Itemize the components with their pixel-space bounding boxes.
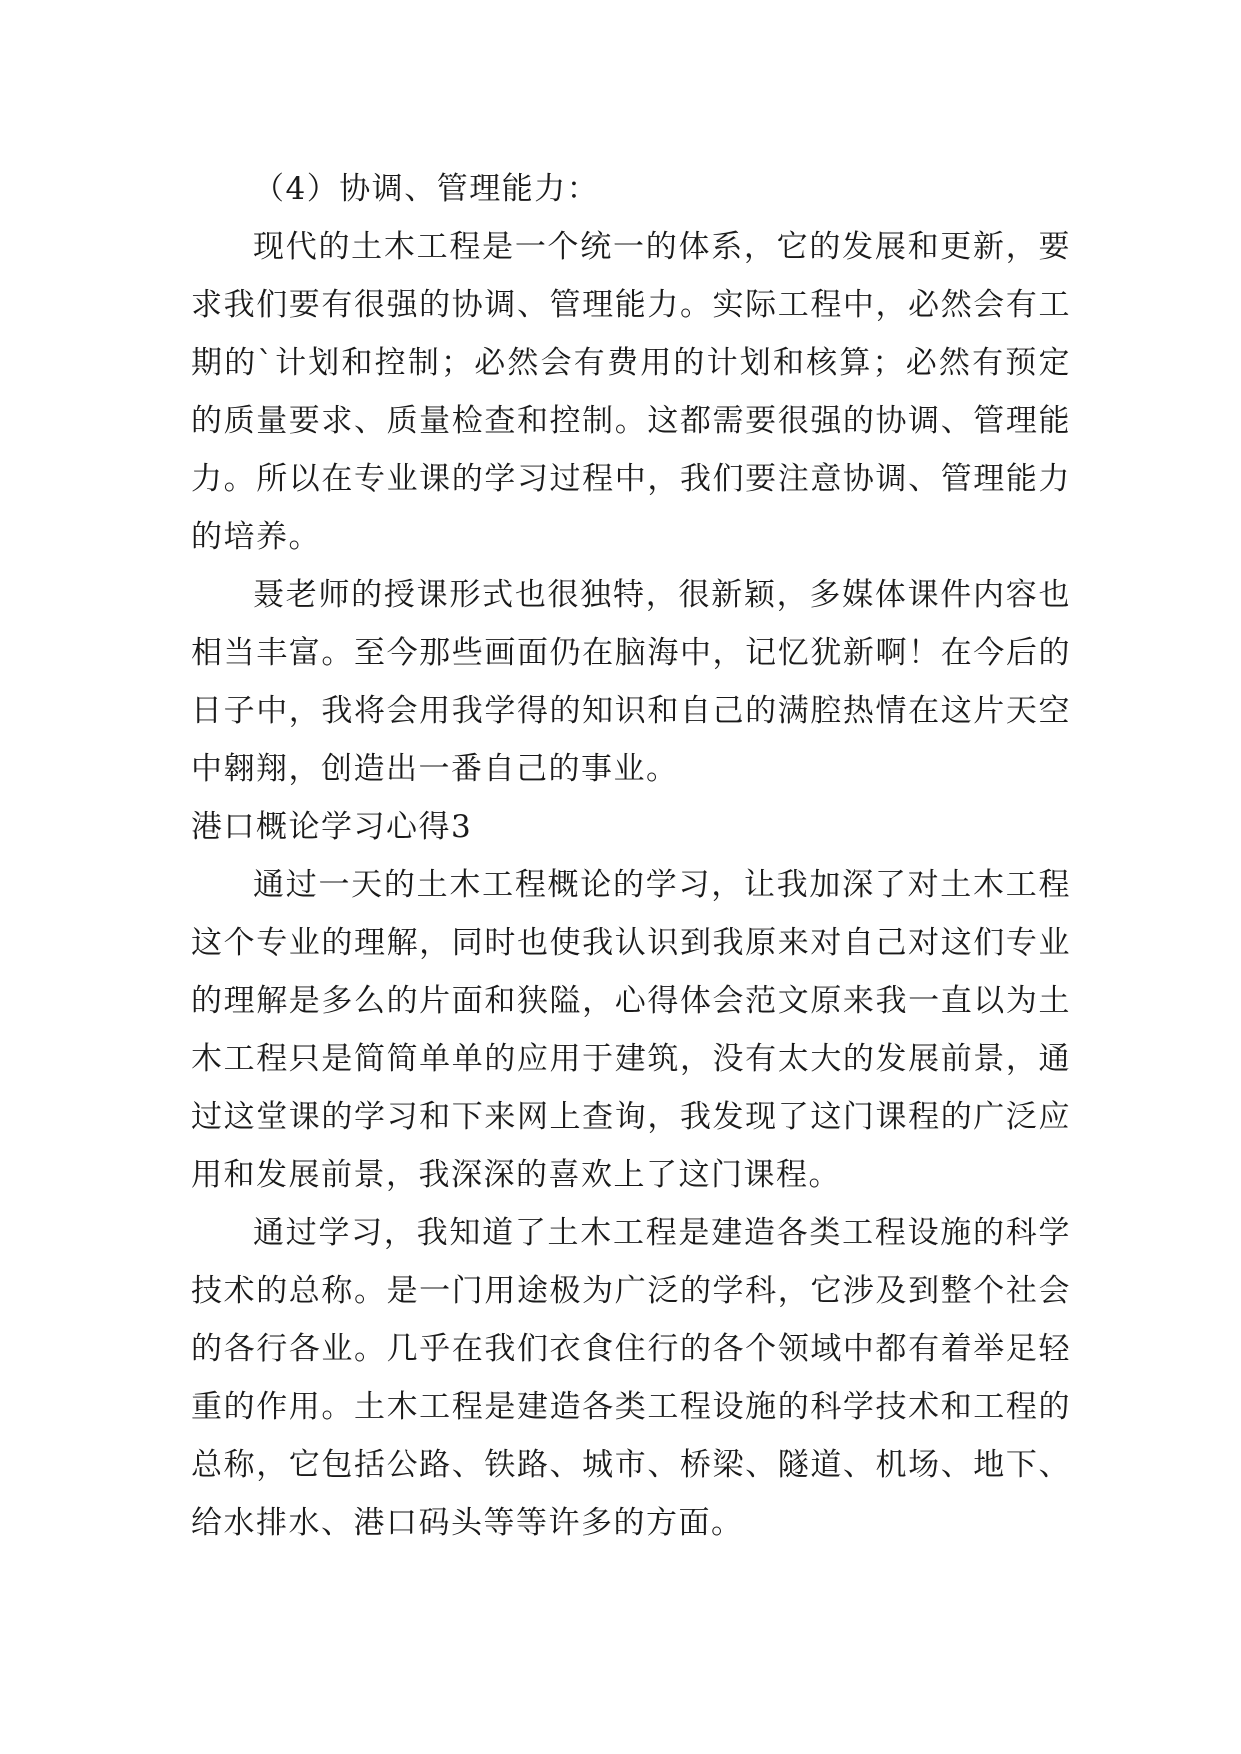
paragraph-coordination: 现代的土木工程是一个统一的体系，它的发展和更新，要求我们要有很强的协调、管理能力。实际工程中，必然会有工期的`计划和控制；必然会有费用的计划和核算；必然有预定的质量要求、质量检查和控制。这都需要很强的协调、管理能力。所以在专业课的学习过程中，我们要注意协调、管理能力的培养。 [191,229,1071,555]
document-body [191,160,1071,1552]
section-heading: 港口概论学习心得3 [191,809,473,845]
subheading-coordination: （4）协调、管理能力： [253,171,600,207]
paragraph-learning: 通过一天的土木工程概论的学习，让我加深了对土木工程这个专业的理解，同时也使我认识到我原来对自己对这们专业的理解是多么的片面和狭隘，心得体会范文原来我一直以为土木工程只是简简单单的应用于建筑，没有太大的发展前景，通过这堂课的学习和下来网上查询，我发现了这门课程的广泛应用和发展前景，我深深的喜欢上了这门课程。 [191,867,1071,1193]
paragraph-teacher: 聂老师的授课形式也很独特，很新颖，多媒体课件内容也相当丰富。至今那些画面仍在脑海中，记忆犹新啊！在今后的日子中，我将会用我学得的知识和自己的满腔热情在这片天空中翱翔，创造出一番自己的事业。 [191,577,1071,787]
paragraph-definition: 通过学习，我知道了土木工程是建造各类工程设施的科学技术的总称。是一门用途极为广泛的学科，它涉及到整个社会的各行各业。几乎在我们衣食住行的各个领域中都有着举足轻重的作用。土木工程是建造各类工程设施的科学技术和工程的总称，它包括公路、铁路、城市、桥梁、隧道、机场、地下、给水排水、港口码头等等许多的方面。 [191,1215,1071,1541]
